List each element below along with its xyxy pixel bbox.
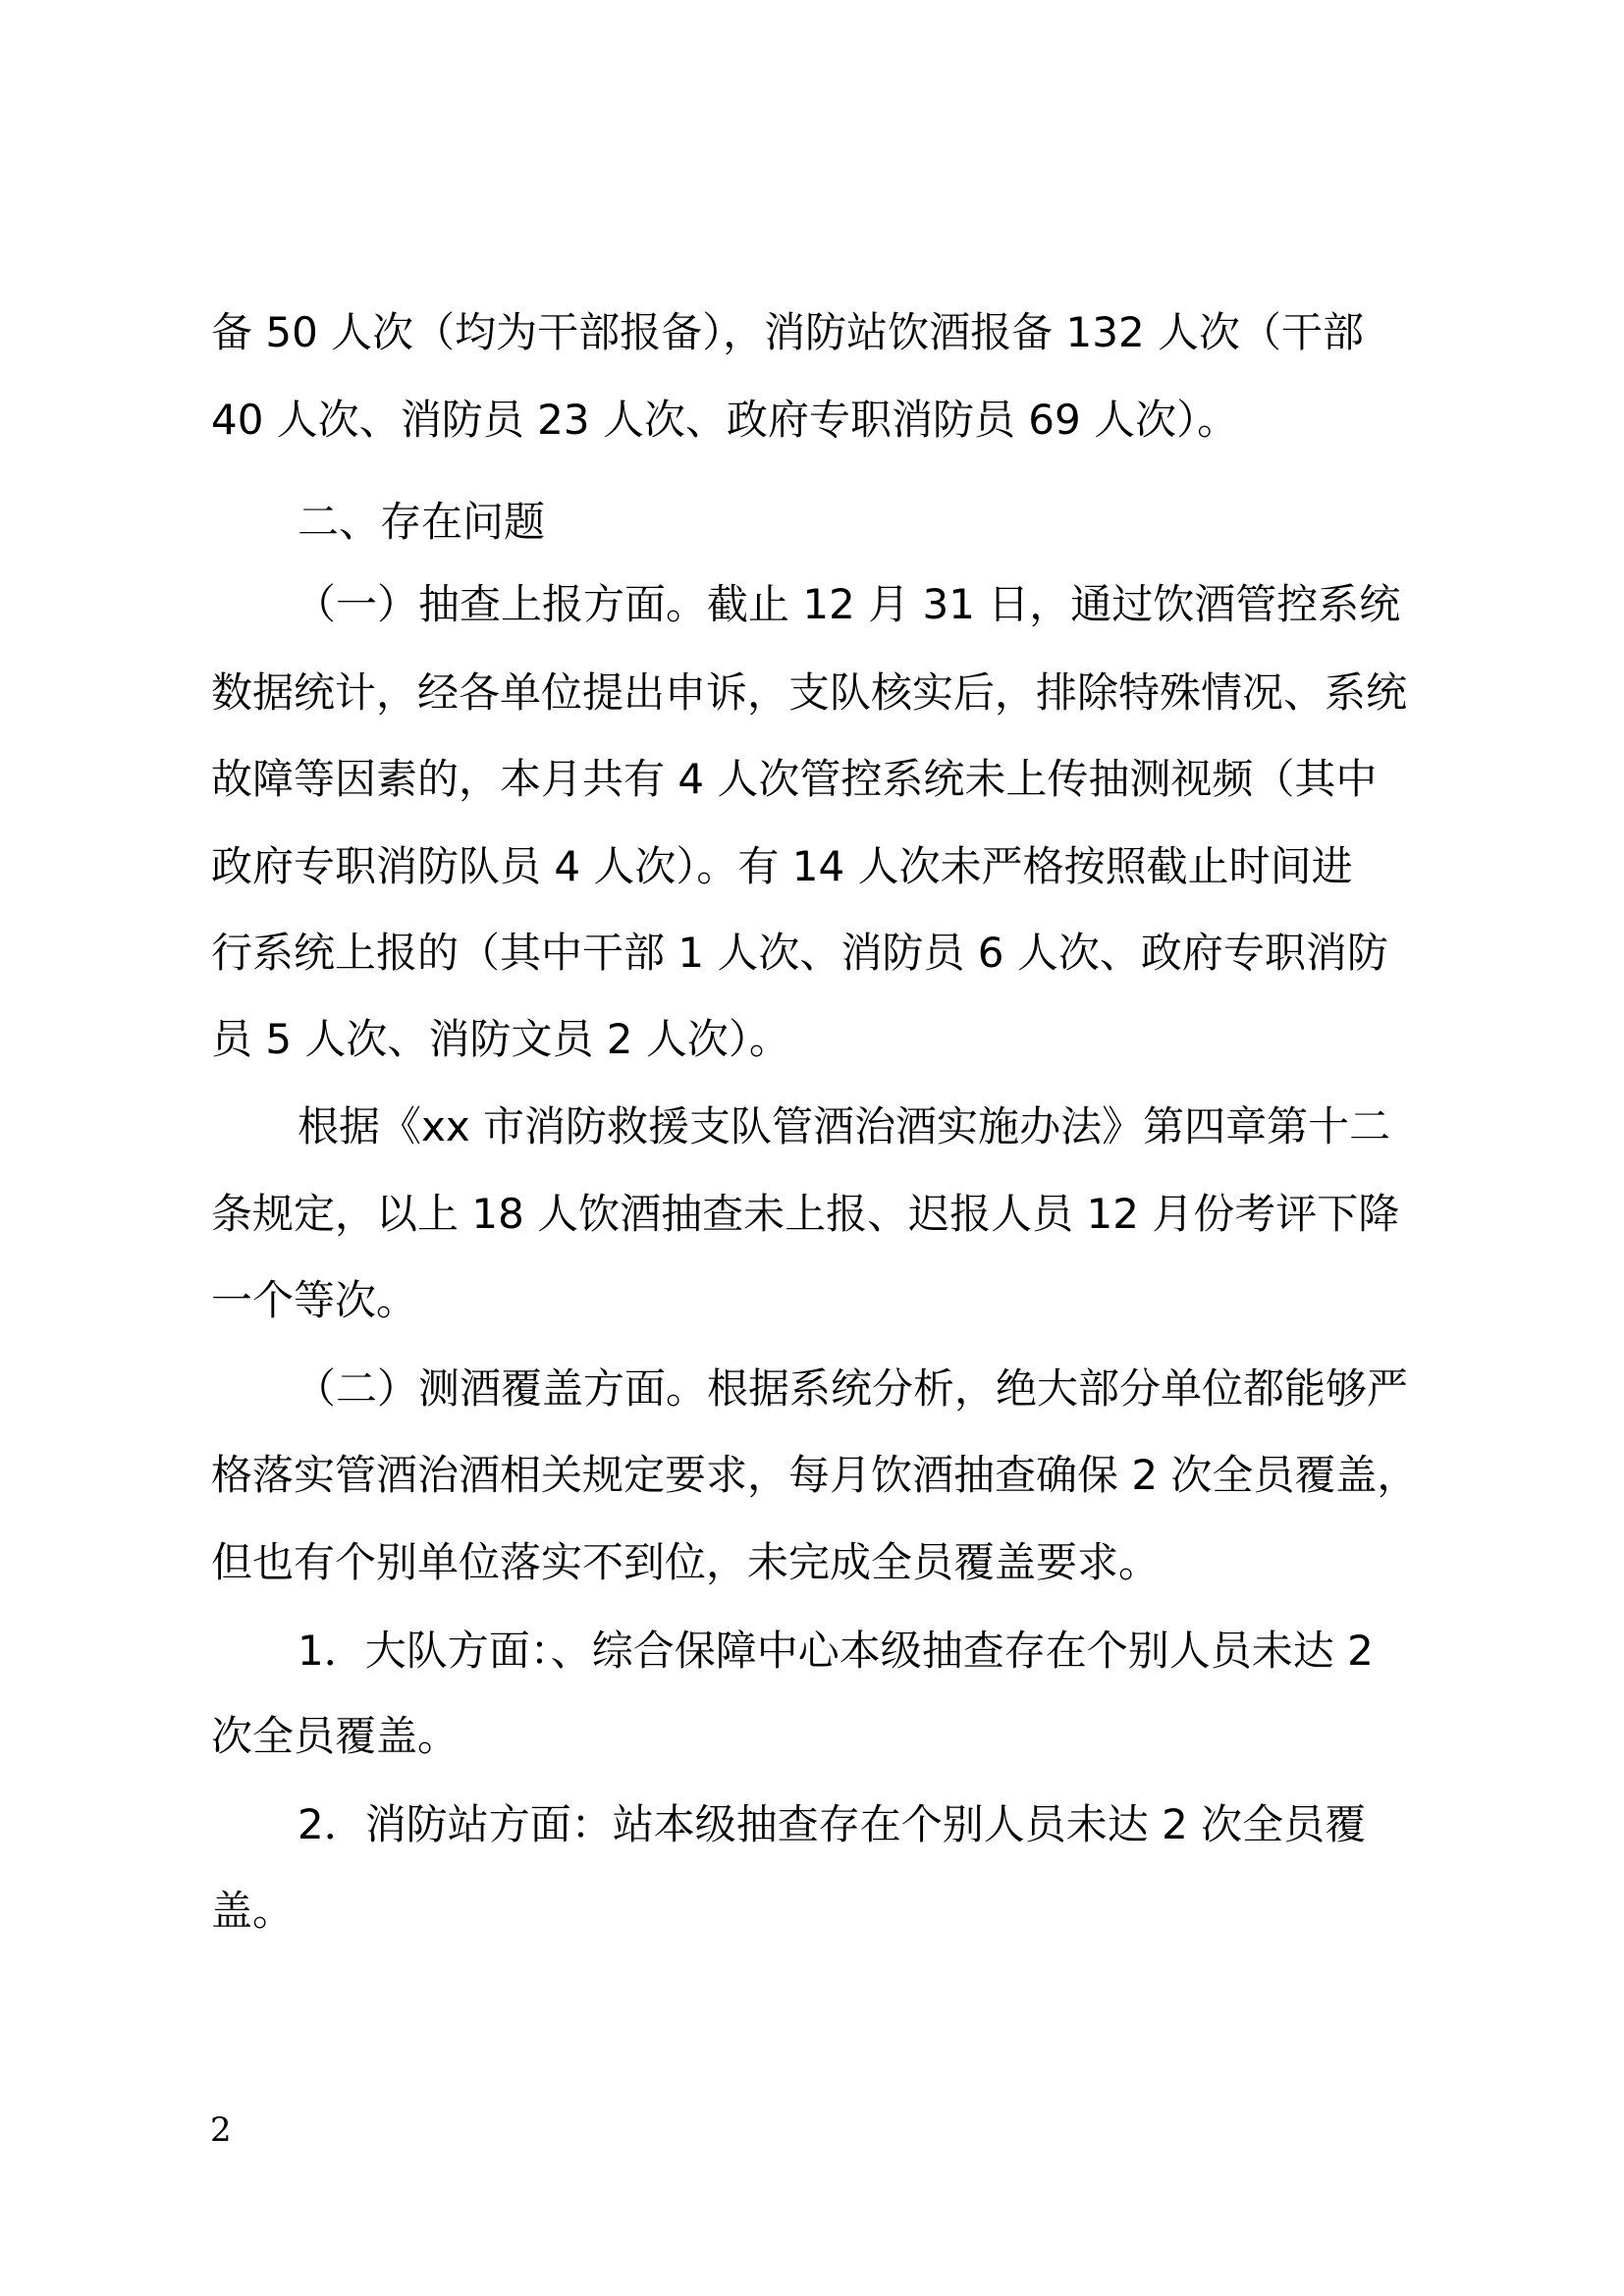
text-line: （一）抽查上报方面。截止 12 月 31 日，通过饮酒管控系统 — [295, 580, 1401, 628]
text-line: 备 50 人次（均为干部报备），消防站饮酒报备 132 人次（干部 — [211, 308, 1365, 356]
text-line: 格落实管酒治酒相关规定要求，每月饮酒抽查确保 2 次全员覆盖， — [211, 1451, 1419, 1499]
text-line: （二）测酒覆盖方面。根据系统分析，绝大部分单位都能够严 — [295, 1364, 1409, 1413]
text-line: 行系统上报的（其中干部 1 人次、消防员 6 人次、政府专职消防 — [211, 929, 1388, 977]
section-heading: 二、存在问题 — [298, 498, 546, 546]
text-line: 40 人次、消防员 23 人次、政府专职消防员 69 人次）。 — [211, 396, 1239, 444]
page-number: 2 — [210, 2110, 232, 2150]
text-line: 2．消防站方面：站本级抽查存在个别人员未达 2 次全员覆 — [298, 1800, 1367, 1848]
text-line: 1．大队方面：、综合保障中心本级抽查存在个别人员未达 2 — [298, 1627, 1374, 1675]
text-line: 员 5 人次、消防文员 2 人次）。 — [211, 1015, 790, 1063]
text-line: 但也有个别单位落实不到位，未完成全员覆盖要求。 — [211, 1538, 1161, 1586]
text-line: 盖。 — [211, 1887, 295, 1935]
text-line: 一个等次。 — [211, 1276, 418, 1324]
text-line: 条规定，以上 18 人饮酒抽查未上报、迟报人员 12 月份考评下降 — [211, 1190, 1400, 1238]
text-line: 故障等因素的，本月共有 4 人次管控系统未上传抽测视频（其中 — [211, 755, 1378, 803]
text-line: 数据统计，经各单位提出申诉，支队核实后，排除特殊情况、系统 — [211, 668, 1408, 717]
text-line: 次全员覆盖。 — [211, 1712, 460, 1760]
text-line: 根据《xx 市消防救援支队管酒治酒实施办法》第四章第十二 — [298, 1102, 1391, 1150]
text-line: 政府专职消防队员 4 人次）。有 14 人次未严格按照截止时间进 — [211, 842, 1353, 890]
